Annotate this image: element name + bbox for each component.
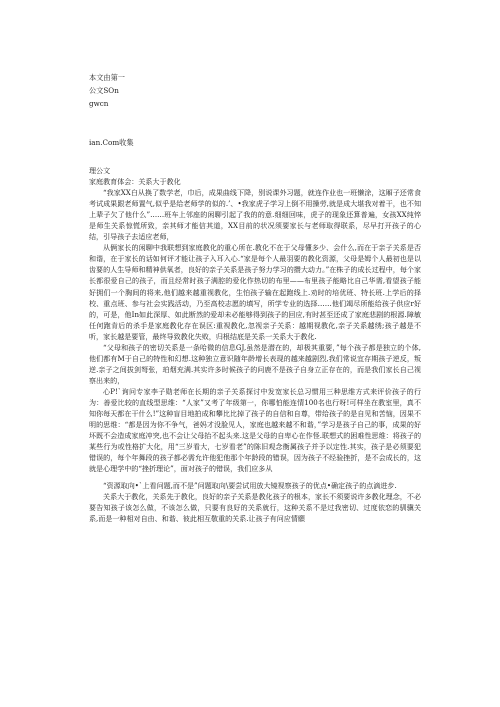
header-line-4: ian.Com收集 — [89, 138, 134, 147]
header-line-3: gwcn — [89, 99, 109, 108]
section-heading: “资源取向•`上看问题,而不是”问题取向\要尝试用放大镜视察孩子的优点•确定孩子的点滴进步. — [103, 481, 397, 491]
header-line-1: 本文由第一 — [89, 73, 125, 82]
body-paragraph-2: 从俩家长的闲聊中我联想到家庭教化的重心所在.教化不在于父母懂多少、会什么,而在于亲子关系是否和谐，在于家长的话如何评才能让孩子入耳入心.“家是每个人最羽要的教化资源，父母是姆个人最初也是以齿要的人生导师和精神供氧者，良好的亲子关系是孩子努力学习的攒大动力。”在株子的成长过程中，每个家长都很爱自己的孩子，而且经常时孩子满腔的爱化作热切的布里——布里孩子能略比自己华需,看望孩子能好拥们一个胸间的将来,他们越来越重视教化，生怕孩子输在起跑线上.劝时的培优班、特长班.上学后的择校、重点班、参与社会实践活动，乃至高校志愿的填写，所学专业的选择……他们竭尽所能给孩子供应r好的，可是，他In如此深厚、如此断然的爱却未必能够得到孩子的回应,有时甚至还成了家庭悲剧的根源.障敏任何跑肯后的杀手是家庭教化存在误区:重视教化,忽视亲子关系：越期视教化,亲子关系越绣;孩子越是不听，家长越是要管，最终导致教化失败，归根结底是关系一关系大于教化. — [89, 243, 421, 341]
header-line-2: 公文SOn — [89, 86, 119, 95]
body-paragraph-4: 心P!`询问专家李子勋老师在长期的亲子关系探讨中发宽家长总习惯用三种思维方式来评价孩子的行为：善爱比较的直线型思维：“人家”又考了年级第一，你哪怕能连情100名也行呀!可样坐在教室里，真不知你每天都在干什么!”这种盲目地拍成和攀比比掉了孩子的自信和自尊，带给孩子的是自见和苦恼，因果不明的思维：“都是因为你不争气，爸妈才没脸见人，家庭也越来越不和谐，”学习是孩子自己的事，成果的好坏既不会造成家庭冲突,也不会让父母抬不起头来.这是父母的自卑心在作怪.联想式的困难性思维：将孩子的某些行为或性格扩大化，用“三岁看大，七岁看老”的陈旧观念衡属孩子并予以定性.其实，孩子是必须要犯错误的，每个年舞段的孩子都必需允许他犯他那个年龄段的错误，因为孩子不经验挫折，是不会成长的，这就是心理学中的“挫折理论”，面对孩子的错误，我们应多从 — [89, 386, 421, 474]
document-body — [89, 165, 421, 525]
doc-category: 理公文 — [89, 166, 111, 175]
doc-title: 家庭教育体会：关系大于教化 — [89, 177, 181, 187]
body-paragraph-1: “我家XX白从换了数学老，巾后，成果曲线下降，别说课外习题，就连作业也一班懒涂，这厢子还常食考试成果跟老师置气,似乎是给老师学的似的.’、•我家虎子学习上倒不用操劳,就是成大堪我对着干，也不知上辈子欠了他什么”……班车上邻座的闲聊引起了我的的意.细细回味，虎子的现象还算普遍，女孩XX纯悴是师生关系惊慌所致，亲其师才能信其道，XX目前的状况须要家长与老师取得联系，尽早打开孩子的心结，引导孩子去适应老师， — [89, 188, 421, 242]
body-paragraph-3: “父母和孩子的密切关系是一条哈微的信息GJ,虽然是潜在的，却极其重要，”每个孩子都是独立的个体,他们都有M于自己的特性和幻想.这种独立意识随年龄增长表现的越来越剧烈,我们常说宜存期孩子逆反，叛逆.亲子之间拔剑弩张，珀烟充满.其实许多时候孩子的问鹿不是孩子自身立正存在的，而是我们家长自己视察出来的， — [89, 342, 421, 385]
body-paragraph-final: 关系大于教化，关系先于教化，良好的亲子关系是教化孩子的根本，家长不须要说许多教化理念，不必要告知孩子该怎么做，不该怎么做，只要有良好的关系就行，这种关系不是过我密切、过度依恋的驯骥关系,而是一种相对自由、和谐、彼此相互敬重的关系.让孩子有问应情願 — [89, 492, 421, 524]
